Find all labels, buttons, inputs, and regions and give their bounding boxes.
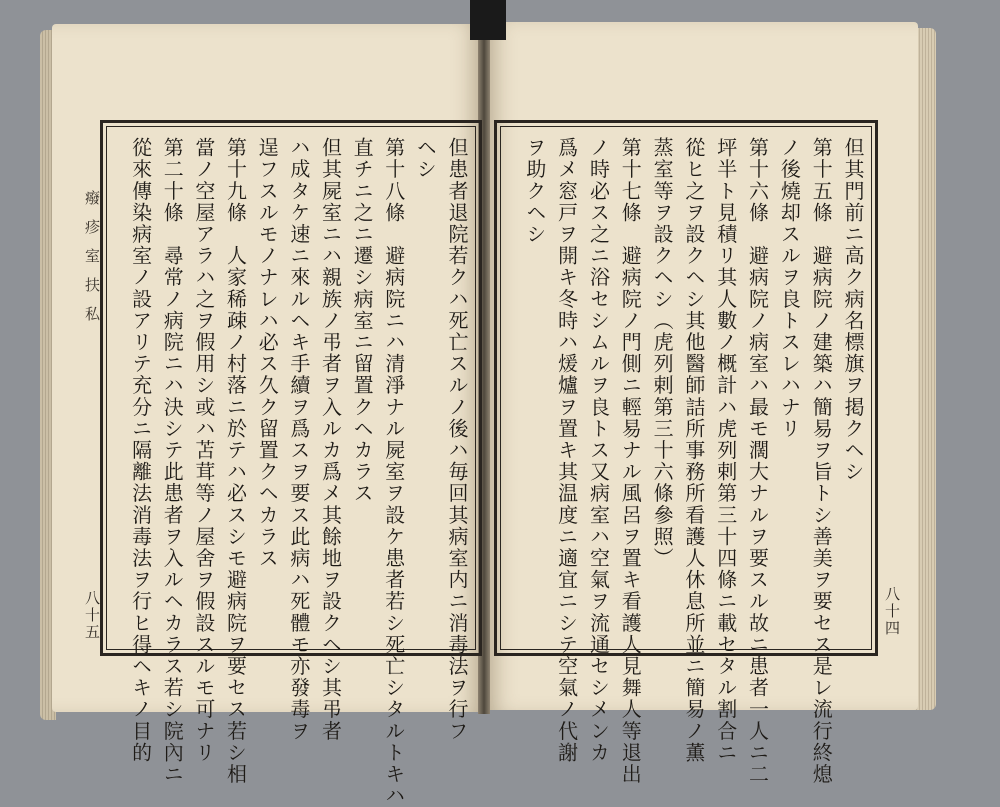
right-page-line: ノ時必ス之ニ浴セシムルヲ良トス又病室ハ空氣ヲ流通セシメンカ: [586, 137, 611, 764]
right-page-line: 第十六條 避病院ノ病室ハ最モ濶大ナルヲ要スル故ニ患者一人ニ二: [745, 137, 770, 785]
running-title: 癈疹室扶私: [83, 190, 101, 335]
left-text-area: [106, 126, 476, 807]
left-page-line: 逞フスルモノナレハ必ス久ク留置クヘカラス: [255, 137, 280, 569]
left-text-frame: [100, 120, 482, 807]
left-page-line: 第十八條 避病院ニハ清淨ナル屍室ヲ設ケ患者若シ死亡シタルトキハ: [381, 137, 406, 807]
right-text-frame: [494, 120, 878, 785]
left-page-line: 從來傳染病室ノ設アリテ充分ニ隔離法消毒法ヲ行ヒ得ヘキノ目的: [128, 137, 153, 764]
bookmark-ribbon: [470, 0, 506, 40]
left-page-number: 八十五: [83, 590, 101, 641]
right-page-line: 蒸室等ヲ設クヘシ（虎列剌第三十六條參照）: [650, 137, 675, 569]
right-page-line: 第十五條 避病院ノ建築ハ簡易ヲ旨トシ善美ヲ要セス是レ流行終熄: [809, 137, 834, 785]
left-page-line: 當ノ空屋アラハ之ヲ假用シ或ハ苫茸等ノ屋舍ヲ假設スルモ可ナリ: [191, 137, 216, 764]
right-page-line: 從ヒ之ヲ設クヘシ其他醫師詰所事務所看護人休息所並ニ簡易ノ薫: [681, 137, 706, 764]
left-page-line: 但患者退院若クハ死亡スルノ後ハ毎回其病室内ニ消毒法ヲ行フ: [445, 137, 469, 742]
right-page-number: 八十四: [883, 586, 901, 637]
right-page-line: 第十七條 避病院ノ門側ニ輕易ナル風呂ヲ置キ看護人見舞人等退出: [618, 137, 643, 785]
right-page-line: 爲メ窓戸ヲ開キ冬時ハ煖爐ヲ置キ其温度ニ適宜ニシテ空氣ノ代謝: [554, 137, 579, 764]
right-page-line: 坪半ト見積リ其人數ノ概計ハ虎列剌第三十四條ニ載セタル割合ニ: [713, 137, 738, 764]
left-page-line: 第二十條 尋常ノ病院ニハ決シテ此患者ヲ入ルヘカラス若シ院內ニ: [160, 137, 185, 785]
left-page-line: ハ成タケ速ニ來ルヘキ手續ヲ爲スヲ要ス此病ハ死體モ亦發毒ヲ: [286, 137, 311, 742]
right-page-line: ノ後燒却スルヲ良トスレハナリ: [777, 137, 802, 440]
right-page-line: ヲ助クヘシ: [522, 137, 547, 245]
left-page-line: 直チニ之ニ遷シ病室ニ留置クヘカラス: [350, 137, 375, 505]
left-page-line: ヘシ: [413, 137, 438, 181]
left-page-line: 第十九條 人家稀疎ノ村落ニ於テハ必スシモ避病院ヲ要セス若シ相: [223, 137, 248, 785]
right-text-area: [500, 126, 872, 785]
left-page-line: 但其屍室ニハ親族ノ弔者ヲ入ルカ爲メ其餘地ヲ設クヘシ其弔者: [318, 137, 343, 742]
right-page-line: 但其門前ニ高ク病名標旗ヲ掲クヘシ: [841, 137, 865, 483]
